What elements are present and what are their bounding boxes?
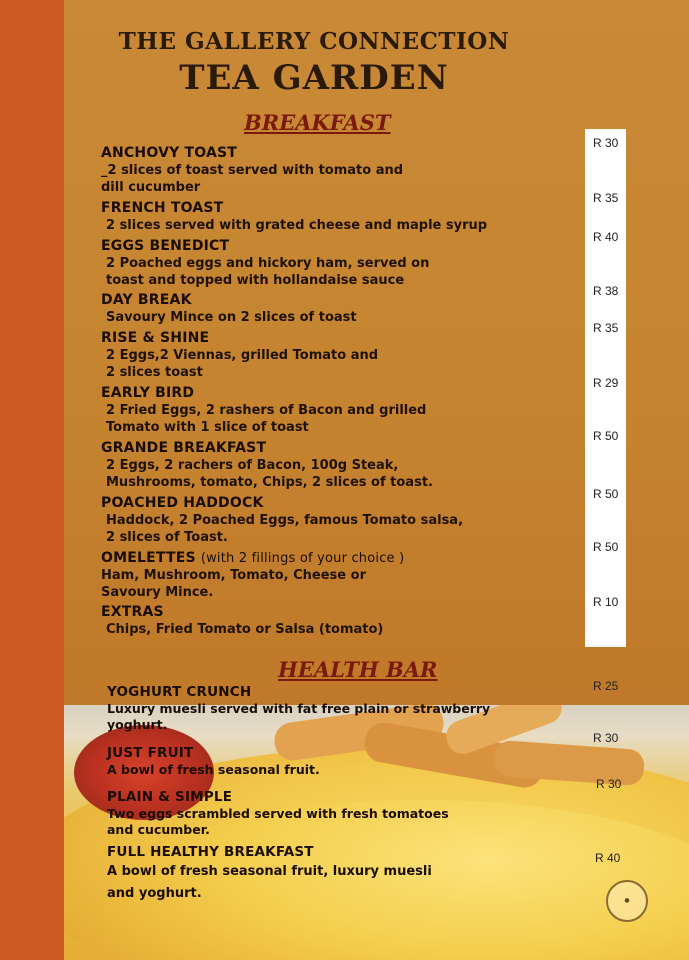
item-description: 2 Eggs,2 Viennas, grilled Tomato and 2 slices toast <box>106 348 379 380</box>
price-anchovy-toast: R 30 <box>593 136 619 150</box>
item-description: 2 Eggs, 2 rachers of Bacon, 100g Steak, Mushrooms, tomato, Chips, 2 slices of toast. <box>106 458 433 490</box>
menu-item-rise-and-shine <box>101 330 378 381</box>
price-rise-and-shine: R 35 <box>593 321 619 335</box>
item-name: EGGS BENEDICT <box>101 238 230 254</box>
item-description: Two eggs scrambled served with fresh tomatoes and cucumber. <box>107 806 449 837</box>
item-name-note: (with 2 fillings of your choice ) <box>200 551 405 566</box>
stamp-logo-icon: ● <box>606 880 648 922</box>
item-name: EARLY BIRD <box>101 385 195 401</box>
item-description: Savoury Mince on 2 slices of toast <box>106 310 357 325</box>
item-description: A bowl of fresh seasonal fruit, luxury muesli and yoghurt. <box>107 864 432 901</box>
price-day-break: R 38 <box>593 284 619 298</box>
item-description: Chips, Fried Tomato or Salsa (tomato) <box>106 622 384 637</box>
menu-item-grande-breakfast <box>101 440 433 491</box>
menu-item-full-healthy-breakfast <box>107 844 432 905</box>
menu-item-poached-haddock <box>101 495 463 546</box>
item-name: FULL HEALTHY BREAKFAST <box>107 844 314 860</box>
item-name: POACHED HADDOCK <box>101 495 264 511</box>
menu-item-extras <box>101 604 383 638</box>
menu-item-yoghurt-crunch <box>107 684 490 733</box>
venue-name: THE GALLERY CONNECTION <box>118 28 510 55</box>
menu-item-plain-and-simple <box>107 789 449 838</box>
menu-item-omelettes <box>101 550 404 601</box>
price-extras: R 10 <box>593 595 619 609</box>
menu-item-french-toast <box>101 200 487 234</box>
left-color-strip <box>0 0 64 960</box>
price-yoghurt-crunch: R 25 <box>593 679 619 693</box>
price-full-healthy-breakfast: R 40 <box>595 851 621 865</box>
price-omelettes: R 50 <box>593 540 619 554</box>
price-poached-haddock: R 50 <box>593 487 619 501</box>
item-description: 2 Poached eggs and hickory ham, served on toast and topped with hollandaise sauce <box>106 256 430 288</box>
item-description: A bowl of fresh seasonal fruit. <box>107 762 320 777</box>
price-plain-and-simple: R 30 <box>596 777 622 791</box>
venue-subtitle: TEA GARDEN <box>179 58 449 98</box>
item-name: GRANDE BREAKFAST <box>101 440 267 456</box>
item-name <box>101 550 404 567</box>
item-name: JUST FRUIT <box>107 745 194 761</box>
item-name: RISE & SHINE <box>101 330 210 346</box>
item-description: Ham, Mushroom, Tomato, Cheese or Savoury Mince. <box>101 568 366 600</box>
menu-item-anchovy-toast <box>101 145 403 196</box>
item-name: FRENCH TOAST <box>101 200 224 216</box>
price-eggs-benedict: R 40 <box>593 230 619 244</box>
item-name: DAY BREAK <box>101 292 192 308</box>
section-heading-breakfast: BREAKFAST <box>244 110 391 135</box>
menu-item-day-break <box>101 292 357 326</box>
menu-item-just-fruit <box>107 745 320 778</box>
item-description: 2 Fried Eggs, 2 rashers of Bacon and grilled Tomato with 1 slice of toast <box>106 403 427 435</box>
price-grande-breakfast: R 50 <box>593 429 619 443</box>
item-name: YOGHURT CRUNCH <box>107 684 252 700</box>
item-name: EXTRAS <box>101 604 164 620</box>
price-just-fruit: R 30 <box>593 731 619 745</box>
item-name: PLAIN & SIMPLE <box>107 789 233 805</box>
price-early-bird: R 29 <box>593 376 619 390</box>
item-description: 2 slices served with grated cheese and maple syrup <box>106 218 488 233</box>
item-name: ANCHOVY TOAST <box>101 145 238 161</box>
section-heading-health-bar: HEALTH BAR <box>278 657 438 682</box>
item-description: Haddock, 2 Poached Eggs, famous Tomato salsa, 2 slices of Toast. <box>106 513 464 545</box>
menu-item-early-bird <box>101 385 426 436</box>
price-french-toast: R 35 <box>593 191 619 205</box>
item-description: Luxury muesli served with fat free plain or strawberry yoghurt. <box>107 701 491 732</box>
item-description: _2 slices of toast served with tomato and dill cucumber <box>101 163 404 195</box>
item-name-text: OMELETTES <box>101 550 196 566</box>
menu-item-eggs-benedict <box>101 238 429 289</box>
